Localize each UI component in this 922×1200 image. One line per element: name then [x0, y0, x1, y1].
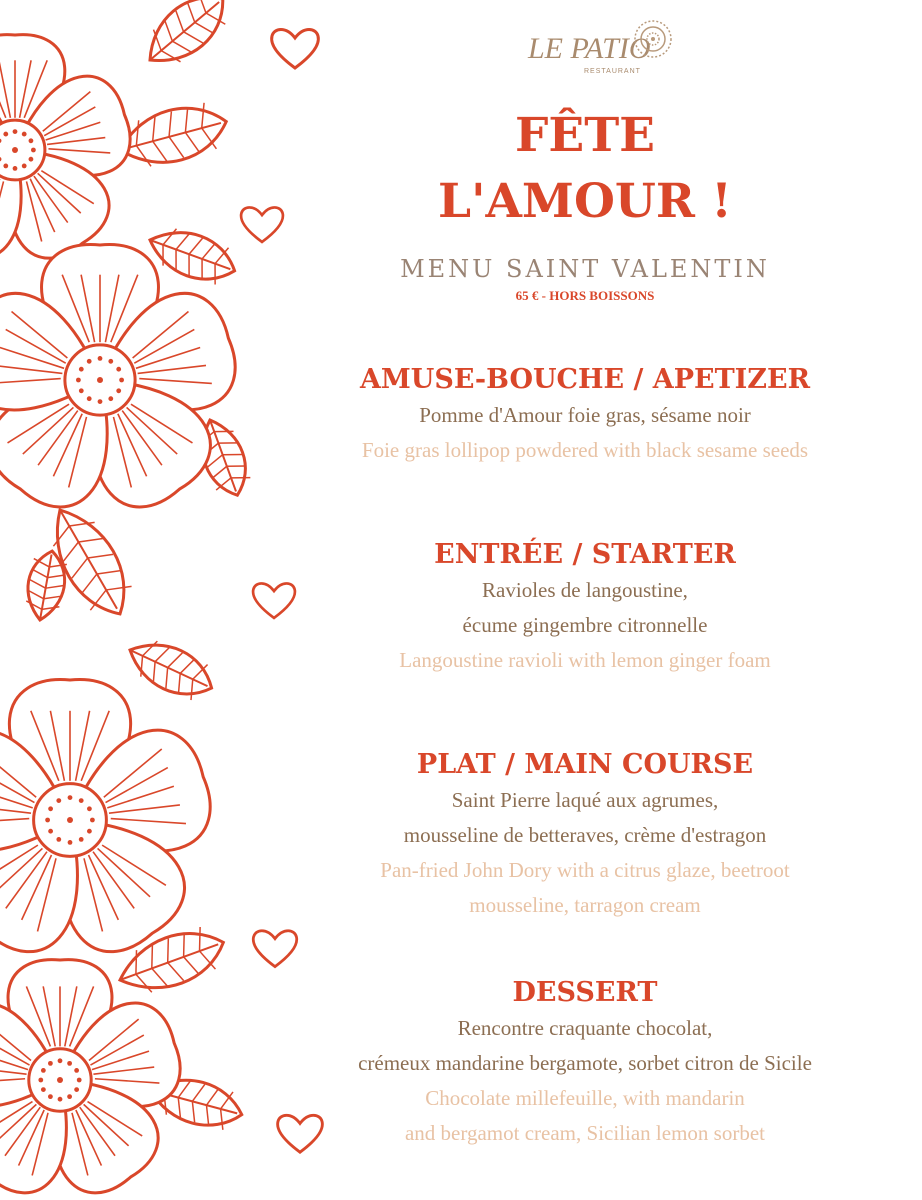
flower-icon	[0, 680, 222, 970]
logo-subtitle: RESTAURANT	[584, 68, 641, 75]
course-french-line: Rencontre craquante chocolat,	[457, 1016, 713, 1040]
course-heading: AMUSE-BOUCHE / APETIZER	[359, 364, 811, 395]
course-heading: DESSERT	[512, 977, 658, 1008]
course-french-line: crémeux mandarine bergamote, sorbet citron de Sicile	[358, 1051, 812, 1075]
leaf-icon	[136, 0, 238, 77]
course-heading: ENTRÉE / STARTER	[434, 539, 736, 570]
heart-icon	[266, 24, 324, 72]
course-english-line: and bergamot cream, Sicilian lemon sorbet	[404, 1121, 765, 1145]
menu-name: MENU SAINT VALENTIN	[400, 255, 770, 283]
course-french-line: mousseline de betteraves, crème d'estragon	[403, 823, 767, 847]
logo-emblem-icon	[632, 18, 674, 60]
flower-icon	[0, 960, 191, 1200]
flower-icon	[0, 35, 140, 273]
menu-price: 65 € - HORS BOISSONS	[515, 288, 655, 303]
heart-icon	[248, 925, 302, 971]
course-main	[285, 747, 885, 923]
course-english-line: Chocolate millefeuille, with mandarin	[425, 1086, 745, 1110]
logo-name: LE PATIO	[528, 32, 651, 65]
course-entree	[285, 537, 885, 678]
page-title-line2: L'AMOUR !	[438, 174, 732, 229]
course-english-line: Langoustine ravioli with lemon ginger foam	[399, 648, 771, 672]
course-french-line: Saint Pierre laqué aux agrumes,	[451, 788, 719, 812]
course-english-line: mousseline, tarragon cream	[469, 893, 701, 917]
course-dessert	[285, 975, 885, 1151]
course-english-line: Foie gras lollipop powdered with black sesame seeds	[361, 438, 809, 462]
course-french-line: Pomme d'Amour foie gras, sésame noir	[419, 403, 751, 427]
flower-icon	[0, 245, 247, 524]
heart-icon	[236, 202, 288, 246]
restaurant-logo	[528, 14, 678, 84]
course-heading: PLAT / MAIN COURSE	[416, 749, 754, 780]
page-title-line1: FÊTE	[515, 108, 655, 163]
course-french-line: Ravioles de langoustine,	[482, 578, 688, 602]
course-french-line: écume gingembre citronnelle	[462, 613, 708, 637]
leaf-icon	[121, 631, 220, 707]
course-english-line: Pan-fried John Dory with a citrus glaze, beetroot	[380, 858, 790, 882]
course-amuse-bouche	[285, 362, 885, 468]
